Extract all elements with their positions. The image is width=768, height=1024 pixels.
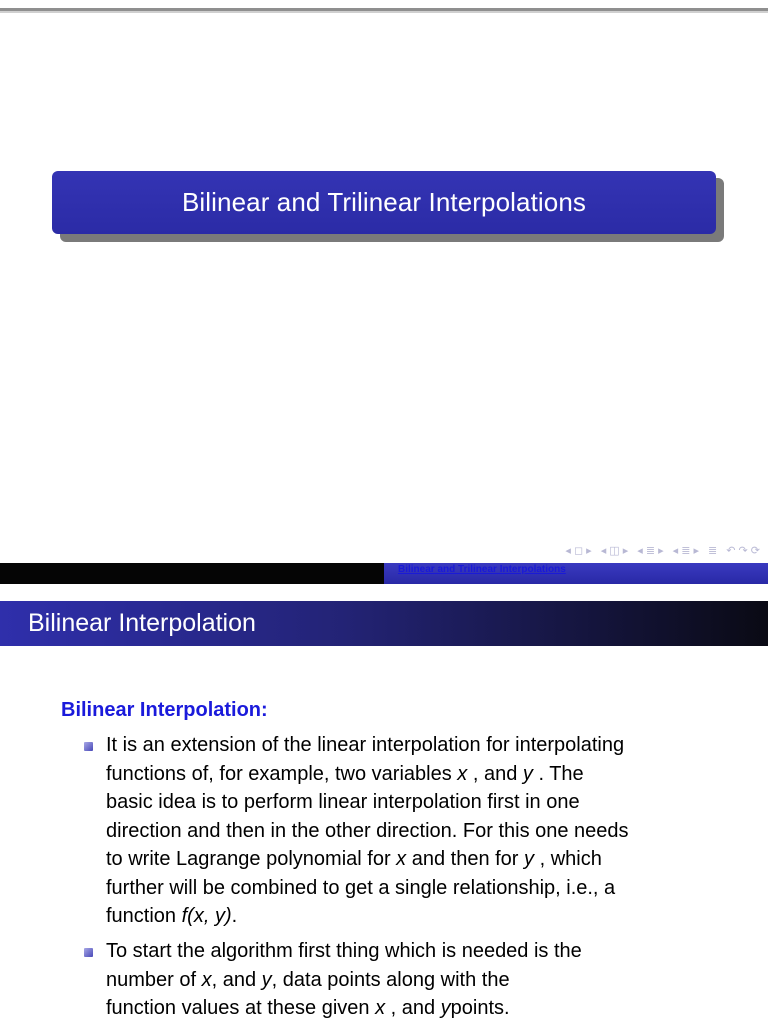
bullet-icon	[84, 948, 93, 957]
top-rule-shadow	[0, 11, 768, 13]
beamer-navigation	[565, 541, 760, 559]
bullet-icon	[84, 742, 93, 751]
list-item: To start the algorithm first thing which is needed is the number of x, and y, data points along with the function values at these given x , and ypoints.	[106, 940, 582, 1019]
nav-frame-icon[interactable]: ◂ ◻ ▸	[565, 544, 592, 557]
slide-title: Bilinear and Trilinear Interpolations	[181, 187, 587, 217]
nav-appendix-icon[interactable]: ≣	[708, 544, 718, 557]
nav-section-icon[interactable]: ◂ ≣ ▸	[637, 544, 664, 557]
nav-document-icon[interactable]: ◂ ≣ ▸	[672, 544, 700, 557]
nav-subsection-icon[interactable]: ◂ ◫ ▸	[600, 544, 629, 557]
block-title: Bilinear Interpolation:	[61, 699, 268, 721]
footer-title-link[interactable]: Bilinear and Trilinear Interpolations	[398, 564, 566, 575]
list-item: It is an extension of the linear interpolation for interpolating functions of, for example, two variables x , and y . The basic idea is to perform linear interpolation first in one direction and then in the other direction. For this one needs to write Lagrange polynomial for x and then for y , which further will be combined to get a single relationship, i.e., a function f(x, y).	[106, 734, 629, 927]
frame-title: Bilinear Interpolation	[28, 609, 256, 637]
title-box	[52, 171, 716, 234]
footer-left-band	[0, 563, 384, 584]
nav-search-icon[interactable]: ↶ ↷ ⟳	[726, 544, 760, 557]
